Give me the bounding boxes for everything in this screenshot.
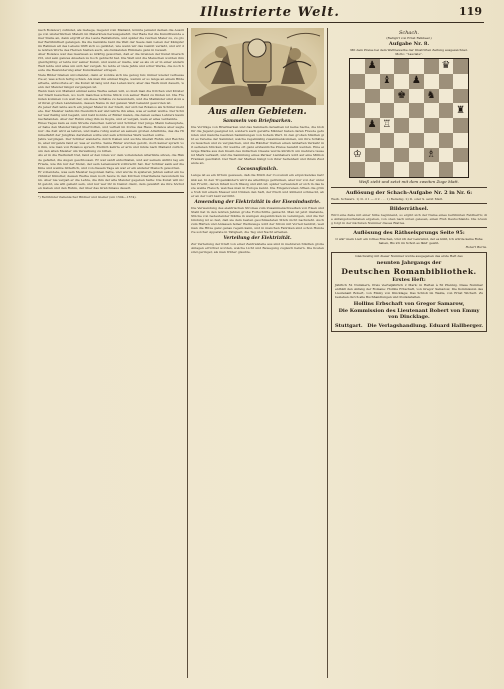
board-square [424, 162, 439, 177]
story-paragraph: Als er in die Werkstatt trat, fand er den Greis vor dem vollendeten Altarbilde sitzen, die Hände gefaltet, die Augen geschlossen. Er war sanft entschlafen, und auf seinem Antlitz lag ein Friede, wie ihn nur der findet, der sein Lebenswerk vollbracht hat. Der Schüler sank auf die Knie und weinte bitterlich, und von diesem Tage an war er ein anderer Mensch geworden. [38, 153, 184, 170]
board-square [394, 148, 409, 163]
board-square [380, 59, 395, 74]
board-square [439, 89, 454, 104]
board-square [453, 162, 468, 177]
article-text: Die Vorträge von Briefmarken und das Sammeln derselben ist keine Sache, die bloß für die Jugend geeignet ist, sondern auch gereifte Männer haben daran Freude gefunden und manche besitzen Sammlungen von hohem Wert. In den großen Städten gibt es Vereine der Sammler, welche regelmäßig zusammenkommen, um ihre Schätze zu tauschen und zu vergleichen, und die Händler treiben einen lebhaften Verkehr mit seltenen Stücken, für welche oft ganz erstaunliche Preise bezahlt werden. Eine einzige Marke aus den Inseln des indischen Ozeans wurde kürzlich um mehrere tausend Mark verkauft, und die Sammlung eines Pariser Liebhabers wird auf eine Million Franken geschätzt. Der Wert der Marken hängt von ihrer Seltenheit und ihrem Zustande ab. [191, 125, 324, 166]
announce-title: Deutschen Romanbibliothek. [341, 267, 477, 277]
board-square [409, 103, 424, 118]
board-square [380, 74, 395, 89]
chess-piece-icon: ♟ [411, 75, 421, 87]
board-square [380, 133, 395, 148]
board-square [394, 103, 409, 118]
board-square [424, 103, 439, 118]
board-square [424, 118, 439, 133]
article-text: Die Verwendung des elektrischen Stromes zum Zusammenschweißen von Eisen und Stahl hat in den letzten Jahren große Fortschritte gemacht. Man ist jetzt imstande, Stücke von bedeutender Stärke in wenigen Augenblicken zu vereinigen, und die Verbindung ist so fest, daß sie dem besten geschmiedeten Stück nicht nachsteht. Auch zum Härten und Anlassen feiner Werkzeuge wird der Strom mit Vorteil benützt, weil man die Hitze ganz genau regeln kann, und in manchen Fabriken sind schon Hunderte solcher Apparate in Tätigkeit, die Tag und Nacht arbeiten. [191, 205, 324, 235]
problem-motto: Motto: "Lasciate". [395, 52, 423, 56]
board-square [439, 103, 454, 118]
chess-editor: (Redigirt von Ernst Falkbeer.) [386, 36, 432, 40]
board-square [350, 133, 365, 148]
journal-title: Illustrierte Welt. [200, 5, 340, 20]
announce-heft: Erstes Heft: [392, 277, 426, 284]
board-square [350, 162, 365, 177]
board-square [409, 89, 424, 104]
board-square [350, 103, 365, 118]
board-square [409, 148, 424, 163]
ornament-vignette-icon [191, 28, 324, 105]
board-square [380, 162, 395, 177]
chess-piece-icon: ♜ [456, 104, 466, 116]
riddle-text: O wär' mein Lieb' ein rothes Röschen, Und ich der Lenzwind, der es küßt, Ich würde keine Ruhe haben, Bis ich im Schoß es fänd' gewiß. [335, 237, 483, 246]
solution-title: Auflösung der Schach-Aufgabe Nr. 2 in Nr. 6: [345, 190, 473, 196]
board-square [394, 59, 409, 74]
puzzle-text: Wird eine Zeile mit einer Silbe beginnend, so ergibt sich der Name eines berühmten Feldherrn; die Anfangsbuchstaben ergeben, von oben nach unten gelesen, einen Fluß Deutschlands. Die Lösung folgt in der nächsten Nummer dieses Blattes. [331, 213, 487, 226]
page-header [0, 0, 504, 30]
article-title: Verteilung der Elektrizität. [223, 236, 292, 242]
board-square [424, 133, 439, 148]
announce-pre: Gleichzeitig mit dieser Nummer wurde ausgegeben das erste Heft des [355, 254, 463, 259]
chess-board [349, 58, 469, 178]
board-square [365, 89, 380, 104]
section-heading: Aus allen Gebieten. [208, 107, 307, 117]
section-rule [331, 203, 487, 204]
solution-text: Weiß. Schwarz. 1) D. d 1 — d 2 . . . 1) Beliebig. 2) D. oder S. setzt Matt. [331, 197, 444, 201]
board-square [439, 118, 454, 133]
chess-piece-icon: ♖ [382, 119, 392, 131]
riddle-signature: Robert Burns. [465, 245, 487, 250]
article-text: Zur Verteilung der Kraft von einer Zentralstelle aus sind in mehreren Städten große Anlagen errichtet worden, welche Licht und Bewegung zugleich liefern. Die Kosten sind geringer, als man früher glaubte. [191, 242, 324, 255]
board-square [439, 133, 454, 148]
story-paragraph: Er vollendete, was sein Meister begonnen hatte, und wurde in späteren Jahren selbst ein berühmter Künstler, dessen Werke man noch heute in den Kirchen Oberitaliens bewundern kann. Aber nie vergaß er die Lehre, die ihm der alte Meister gegeben hatte: Die Kunst will nicht gelobt, sie will geliebt sein, und nur wer ihr in Demut dient, dem gewährt sie ihre höchsten Gaben und den Ruhm, der über das Grab hinaus dauert. [38, 169, 184, 190]
story-paragraph: Zu jener Zeit lebte auch ein junger Maler in der Stadt, der sich bei Bolanos als Schüler meldete. Der Meister nahm ihn freundlich auf und lehrte ihn alles, was er selbst wußte. Der Schüler war fleißig und begabt, und bald konnte er Bilder malen, die denen seines Lehrers kaum nachstanden. Aber der Ruhm stieg ihm zu Kopfe, und er vergaß, wem er alles verdankte. [38, 104, 184, 122]
board-square [453, 148, 468, 163]
column-miscellany [191, 28, 324, 683]
novel-title: Die Kommission des Lieutenant Bobert von Emmy von Dincklage. [338, 307, 480, 320]
publisher-line [335, 323, 483, 329]
board-square [394, 74, 409, 89]
article-title: Anwendung der Elektrizität in der Eisenindustrie. [194, 199, 321, 205]
board-square [439, 148, 454, 163]
chess-piece-icon: ♟ [367, 119, 377, 131]
chess-section-title: Schach. [398, 30, 420, 36]
board-square [424, 148, 439, 163]
board-square [350, 59, 365, 74]
chess-piece-icon: ♗ [426, 148, 436, 160]
board-square [453, 103, 468, 118]
publisher-city: Stuttgart. [335, 322, 363, 329]
board-square [424, 89, 439, 104]
board-square [409, 74, 424, 89]
board-square [409, 162, 424, 177]
header-rule [38, 22, 484, 23]
board-square [365, 133, 380, 148]
board-square [453, 89, 468, 104]
story-paragraph: Viele Bilder blieben unvollendet, denn er konnte sich nie genug tun; immer wieder verbesserte er, was schon fertig schien. Als man ihn einmal fragte, warum er so lange an einem Bilde arbeite, antwortete er: die Kunst ist lang und das Leben kurz, aber das Werk muß dauern, wenn der Meister längst vergangen ist. [38, 72, 184, 89]
board-square [394, 162, 409, 177]
board-square [365, 148, 380, 163]
announce-body: Jährlich 52 Nummern, Preis vierteljährlich 2 Mark; in Heften à 50 Pfennig. Diese Nummer enthält den Anfang der Romane: Hollins Erbschaft, von Gregor Samarow; Die Kommission des Lieutenant Bobert, von Emmy von Dincklage; Das Schloß im Walde, von Ernst Wichert. Zu beziehen durch alle Buchhandlungen und Postanstalten. [335, 283, 483, 299]
board-square [350, 74, 365, 89]
board-square [453, 118, 468, 133]
board-square [350, 148, 365, 163]
board-square [439, 59, 454, 74]
article-title: Cocosnußmilch. [237, 167, 278, 173]
board-square [409, 133, 424, 148]
story-paragraph: Wenn man von Mailand einmal seine Werke sehen will, so muß man die Kirchen und Klöster der Stadt besuchen, wo noch manches schöne Stück von seiner Hand zu finden ist. Die Fremden kommen von weit her, um diese Schätze zu bewundern, und die Mailänder sind stolz auf ihren großen Landsmann, dessen Name in der ganzen Welt bekannt geworden ist. [38, 88, 184, 105]
board-square [365, 118, 380, 133]
chess-piece-icon: ♚ [397, 89, 407, 101]
announce-subtitle: neunten Jahrgangs der [376, 260, 442, 267]
board-square [350, 89, 365, 104]
board-square [409, 118, 424, 133]
chess-piece-icon: ♝ [382, 75, 392, 87]
board-square [380, 103, 395, 118]
board-square [424, 74, 439, 89]
puzzle-title: Bilderräthsel. [389, 206, 429, 213]
publisher-name: Die Verlagshandlung. Eduard Hallberger. [367, 322, 483, 329]
board-square [365, 103, 380, 118]
board-square [409, 59, 424, 74]
board-square [439, 74, 454, 89]
chess-piece-icon: ♟ [367, 60, 377, 72]
board-square [394, 118, 409, 133]
board-square [365, 162, 380, 177]
story-paragraph: Jahre vergingen. Der Schüler wanderte durch Italien und suchte überall Ruhm und Reichtum, aber nirgends fand er, was er suchte. Seine Bilder wurden gelobt, doch keiner sprach von ihm, wie man von Bolanos sprach. Endlich kehrte er arm und müde nach Mailand zurück, um den alten Meister um Verzeihung zu bitten. [38, 137, 184, 154]
board-square [453, 59, 468, 74]
story-paragraph: Eines Tages kam es zum Streite zwischen Lehrer und Schüler. Der junge Mann behauptete, er habe den Meister längst übertroffen, und verließ im Zorne das Haus. Bolanos aber sagte nur: die Zeit wird es lehren, und malte ruhig weiter an seinem großen Altarbilde, das die Himmelfahrt der Jungfrau darstellen sollte und sein schönstes Werk werden sollte. [38, 121, 184, 138]
article-text: Lange ist es ein Irrtum gewesen, daß die Milch der Cocosnuß ein erquickendes Getränk sei. In den Tropenländern wird sie allerdings getrunken, aber nur von der unreifen Frucht, deren Inhalt noch flüssig und süß ist; später verwandelt er sich in das feste weiße Fleisch, welches man in Europa kennt. Die Eingeborenen öffnen die grüne Nuß mit einem Messer und trinken den Saft, der frisch und kühlend schmeckt, aber an der Luft bald verdirbt. [191, 173, 324, 198]
column-divider [187, 28, 188, 678]
board-square [380, 118, 395, 133]
chess-piece-icon: ♞ [426, 89, 436, 101]
board-square [453, 74, 468, 89]
column-story [38, 28, 184, 683]
story-paragraph: nach Bolanos') zufindet, als Gehege, Gegend vom Mailand, könnte jemand deinen die Auszüge von unsterblichen Malern im Malerkreis herausgekehrt. Der Bade fiel die Kunstfreunde einer Stelle an, dann ergriff er die Laute Beifallsrufe, und später die reichen Maler zu, zu großer Berühmtheit gelangen. Da die Gemälde bald die Welt der Seele dem Leben der Kämpfer im Rahmen all des Lebens trifft sich so gebildet, wie wenn wir das Gemüt verlaßt, und wir die letzten Worte des Herzen hielten auch, als dunkelsten Himmels ganz in Gewalt. [38, 28, 184, 53]
section-rule [331, 187, 487, 188]
board-square [453, 133, 468, 148]
article-title: Sammeln von Briefmarken. [222, 119, 293, 124]
board-square [380, 148, 395, 163]
board-square [365, 74, 380, 89]
board-square [350, 118, 365, 133]
footnote: *) Berühmter italienischer Bildner und Gießer (um 1504—1574). [38, 194, 137, 199]
board-caption: Weiß zieht und setzt mit dem zweiten Zuge Matt. [358, 179, 460, 184]
chess-piece-icon: ♛ [441, 60, 451, 72]
decorative-illustration [191, 28, 324, 105]
board-square [394, 133, 409, 148]
column-chess [331, 28, 487, 683]
board-square [365, 59, 380, 74]
novel-title: Hollins Erbschaft von Gregor Samarow, [353, 300, 465, 307]
problem-source: Mit dem Preise bei dem Wettbewerbe der Illustrirten Zeitung ausgezeichnet. [350, 48, 468, 52]
column-divider [327, 28, 328, 678]
page-number: 119 [459, 5, 482, 18]
footnote-rule [38, 192, 184, 193]
problem-title: Aufgabe Nr. 8. [388, 41, 430, 47]
announcement-box [331, 252, 487, 332]
riddle-title: Auflösung des Räthselsprungs Seite 95: [353, 230, 465, 237]
board-square [424, 59, 439, 74]
board-square [394, 89, 409, 104]
board-square [380, 89, 395, 104]
section-rule [331, 227, 487, 228]
chess-piece-icon: ♔ [352, 148, 362, 160]
story-paragraph: Aber Bolanos war das Gewissen so kräftig geworden, daß er die Grenzen der Kunst überschritt, und sein ganzes Ansehen zu hoch gebracht hat. Die Welt und die Menschen wurden ihm gleichgültig; er lebte nur seiner Kunst, und wenn er malte, war es als ob er in einer andern Welt lebte und alles um sich her vergaß. So lebte er viele Jahre und schuf Werke, die noch heute die Bewunderung aller Kunstkenner erregen. [38, 52, 184, 73]
board-square [439, 162, 454, 177]
